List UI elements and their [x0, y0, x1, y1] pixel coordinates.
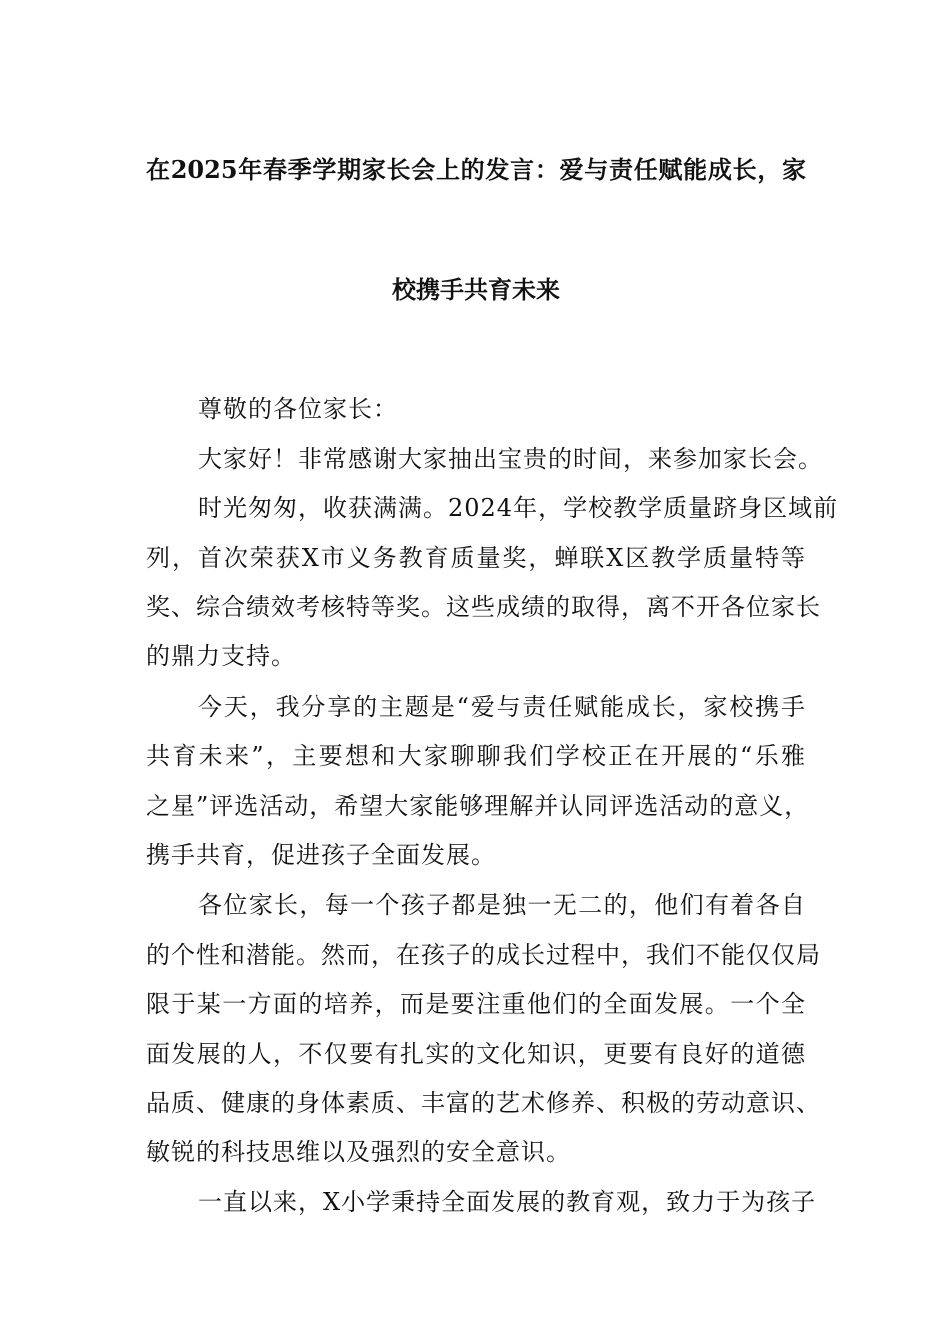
text-line: 携手共育，促进孩子全面发展。	[146, 841, 496, 869]
text-line: 今天，我分享的主题是“爱与责任赋能成长，家校携手	[198, 693, 806, 721]
text-line: 的鼎力支持。	[146, 642, 296, 670]
text-line: 品质、健康的身体素质、丰富的艺术修养、积极的劳动意识、	[146, 1089, 821, 1117]
text-line: 奖、综合绩效考核特等奖。这些成绩的取得，离不开各位家长	[146, 593, 821, 621]
document-title-line-1: 在2025年春季学期家长会上的发言：爱与责任赋能成长，家	[146, 155, 806, 184]
text-line: 时光匆匆，收获满满。2024年，学校教学质量跻身区域前	[198, 494, 839, 522]
text-line: 共育未来”，主要想和大家聊聊我们学校正在开展的“乐雅	[146, 742, 806, 770]
text-line: 列，首次荣获X市义务教育质量奖，蝉联X区教学质量特等	[146, 544, 806, 572]
text-line: 限于某一方面的培养，而是要注重他们的全面发展。一个全	[146, 990, 806, 1018]
salutation: 尊敬的各位家长：	[198, 395, 398, 423]
text-line: 的个性和潜能。然而，在孩子的成长过程中，我们不能仅仅局	[146, 941, 821, 969]
text-line: 敏锐的科技思维以及强烈的安全意识。	[146, 1138, 571, 1166]
text-line: 面发展的人，不仅要有扎实的文化知识，更要有良好的道德	[146, 1040, 806, 1068]
text-line: 各位家长，每一个孩子都是独一无二的，他们有着各自	[198, 891, 806, 919]
text-line: 大家好！非常感谢大家抽出宝贵的时间，来参加家长会。	[198, 445, 823, 473]
document-title-line-2: 校携手共育未来	[392, 275, 560, 304]
text-line: 之星”评选活动，希望大家能够理解并认同评选活动的意义，	[146, 792, 810, 820]
text-line: 一直以来，X小学秉持全面发展的教育观，致力于为孩子	[198, 1188, 817, 1216]
